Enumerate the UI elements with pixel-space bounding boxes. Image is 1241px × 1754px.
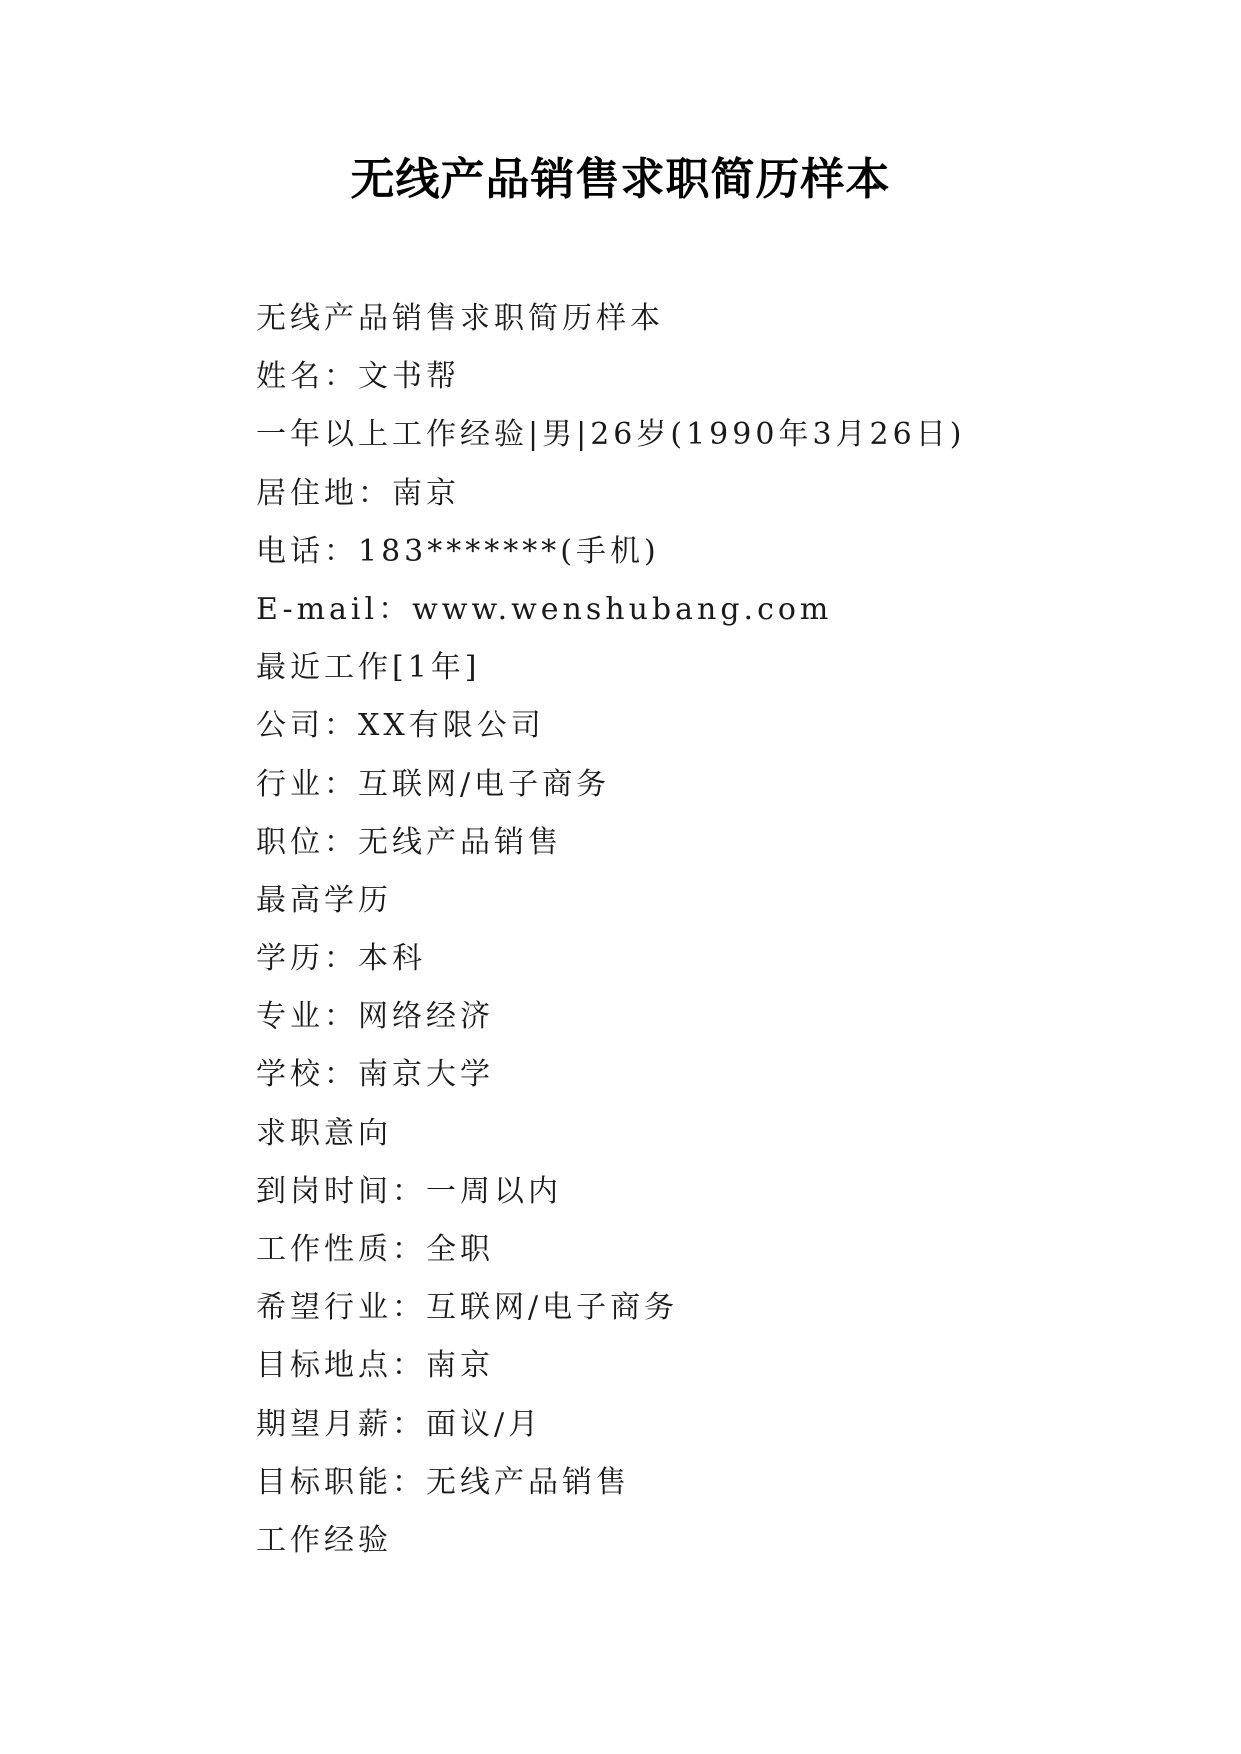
section-heading-work-experience: 工作经验 xyxy=(256,1522,392,1558)
section-heading-education: 最高学历 xyxy=(256,882,392,918)
body-line-industry: 行业：互联网/电子商务 xyxy=(256,766,611,802)
body-line-phone: 电话：183*******(手机) xyxy=(256,533,660,569)
body-line-target-location: 目标地点：南京 xyxy=(256,1348,494,1384)
body-line-degree: 学历：本科 xyxy=(256,941,426,977)
body-line-company: 公司：XX有限公司 xyxy=(256,708,545,744)
body-line-job-type: 工作性质：全职 xyxy=(256,1232,494,1267)
body-line-email: E-mail：www.wenshubang.com xyxy=(256,591,833,627)
body-line-desired-industry: 希望行业：互联网/电子商务 xyxy=(256,1290,679,1326)
body-line-summary: 一年以上工作经验|男|26岁(1990年3月26日) xyxy=(256,417,966,453)
section-heading-job-intent: 求职意向 xyxy=(256,1115,392,1151)
body-line-start-time: 到岗时间：一周以内 xyxy=(256,1173,562,1209)
body-line-residence: 居住地：南京 xyxy=(256,475,460,511)
section-heading-recent-work: 最近工作[1年] xyxy=(256,650,481,686)
body-line-major: 专业：网络经济 xyxy=(256,999,494,1035)
document-body xyxy=(256,290,1156,1570)
body-line-expected-salary: 期望月薪：面议/月 xyxy=(256,1406,543,1442)
document-title: 无线产品销售求职简历样本 xyxy=(350,154,891,205)
body-line-name: 姓名：文书帮 xyxy=(256,359,460,395)
body-line-subtitle: 无线产品销售求职简历样本 xyxy=(256,301,664,336)
body-line-position: 职位：无线产品销售 xyxy=(256,824,562,860)
body-line-target-function: 目标职能：无线产品销售 xyxy=(256,1464,630,1500)
body-line-school: 学校：南京大学 xyxy=(256,1057,494,1093)
